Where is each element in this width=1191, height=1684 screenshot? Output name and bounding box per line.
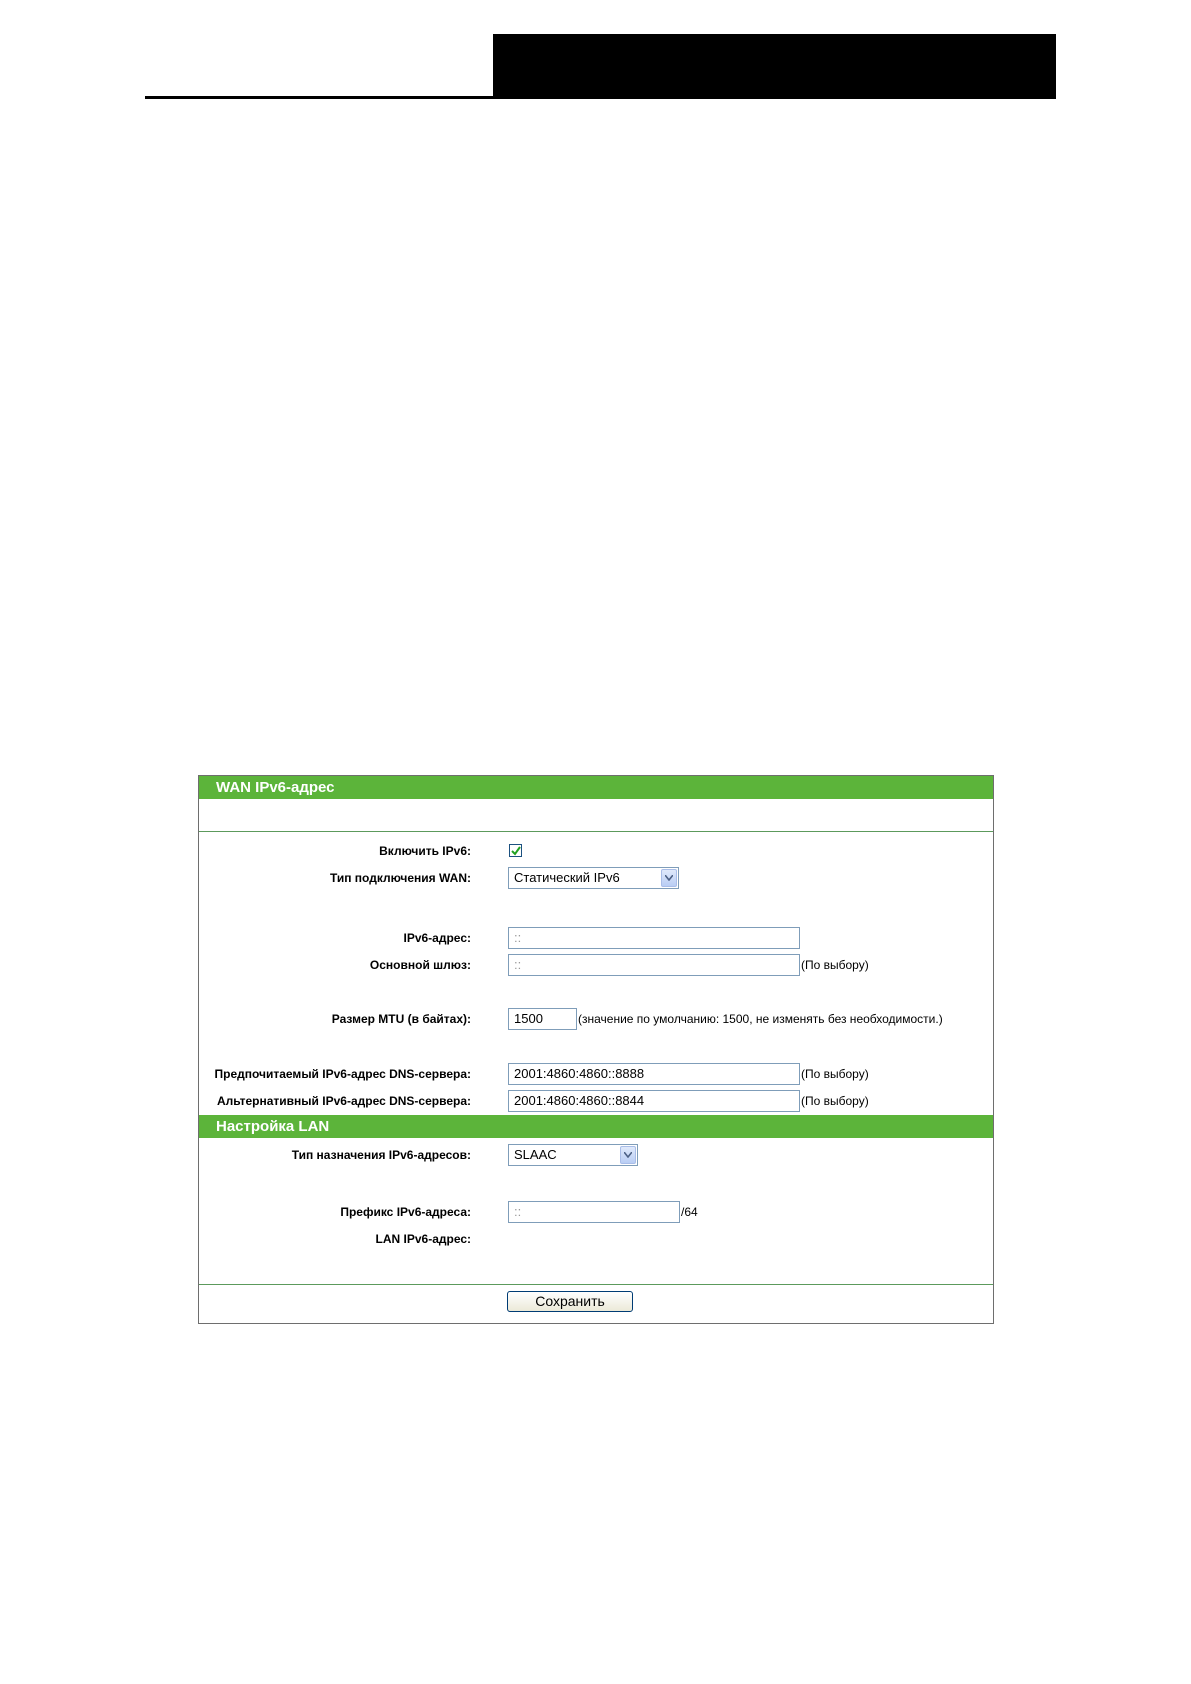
chevron-down-icon[interactable] (620, 1146, 636, 1164)
ipv6-address-row (199, 926, 993, 950)
enable-ipv6-row (199, 839, 993, 863)
prefix-input[interactable]: :: (508, 1201, 680, 1223)
lan-ipv6-label: LAN IPv6-адрес: (375, 1232, 471, 1246)
actions-divider (199, 1284, 993, 1285)
secondary-dns-input[interactable]: 2001:4860:4860::8844 (508, 1090, 800, 1112)
mtu-hint: (значение по умолчанию: 1500, не изменять без необходимости.) (578, 1012, 943, 1026)
primary-dns-label: Предпочитаемый IPv6-адрес DNS-сервера: (214, 1067, 471, 1081)
primary-dns-hint: (По выбору) (801, 1067, 869, 1081)
assign-type-row (199, 1143, 993, 1167)
assign-type-select[interactable] (508, 1144, 638, 1166)
wan-section-header: WAN IPv6-адрес (199, 776, 993, 799)
secondary-dns-label: Альтернативный IPv6-адрес DNS-сервера: (217, 1094, 471, 1108)
connection-type-row (199, 866, 993, 890)
enable-ipv6-checkbox[interactable] (509, 844, 522, 857)
connection-type-value: Статический IPv6 (514, 870, 620, 885)
document-header-rule (145, 96, 1056, 99)
gateway-row (199, 953, 993, 977)
mtu-input[interactable]: 1500 (508, 1008, 577, 1030)
assign-type-label: Тип назначения IPv6-адресов: (291, 1148, 471, 1162)
connection-type-select[interactable] (508, 867, 679, 889)
gateway-input[interactable]: :: (508, 954, 800, 976)
lan-section-header: Настройка LAN (199, 1115, 993, 1138)
primary-dns-row (199, 1062, 993, 1086)
enable-ipv6-label: Включить IPv6: (379, 844, 471, 858)
document-header-block (493, 34, 1056, 96)
connection-type-label: Тип подключения WAN: (329, 871, 471, 885)
secondary-dns-hint: (По выбору) (801, 1094, 869, 1108)
chevron-down-icon[interactable] (661, 869, 677, 887)
ipv6-settings-panel (198, 775, 994, 1324)
checkmark-icon (511, 846, 521, 856)
assign-type-value: SLAAC (514, 1147, 557, 1162)
prefix-label: Префикс IPv6-адреса: (340, 1205, 471, 1219)
gateway-label: Основной шлюз: (369, 958, 471, 972)
gateway-hint: (По выбору) (801, 958, 869, 972)
save-button[interactable]: Сохранить (507, 1291, 633, 1312)
prefix-row (199, 1200, 993, 1224)
mtu-label: Размер MTU (в байтах): (331, 1012, 471, 1026)
mtu-row (199, 1007, 993, 1031)
secondary-dns-row (199, 1089, 993, 1113)
lan-ipv6-row (199, 1227, 993, 1251)
ipv6-address-input[interactable]: :: (508, 927, 800, 949)
primary-dns-input[interactable]: 2001:4860:4860::8888 (508, 1063, 800, 1085)
ipv6-address-label: IPv6-адрес: (403, 931, 471, 945)
prefix-suffix: /64 (681, 1205, 698, 1219)
wan-section-divider (199, 831, 993, 832)
